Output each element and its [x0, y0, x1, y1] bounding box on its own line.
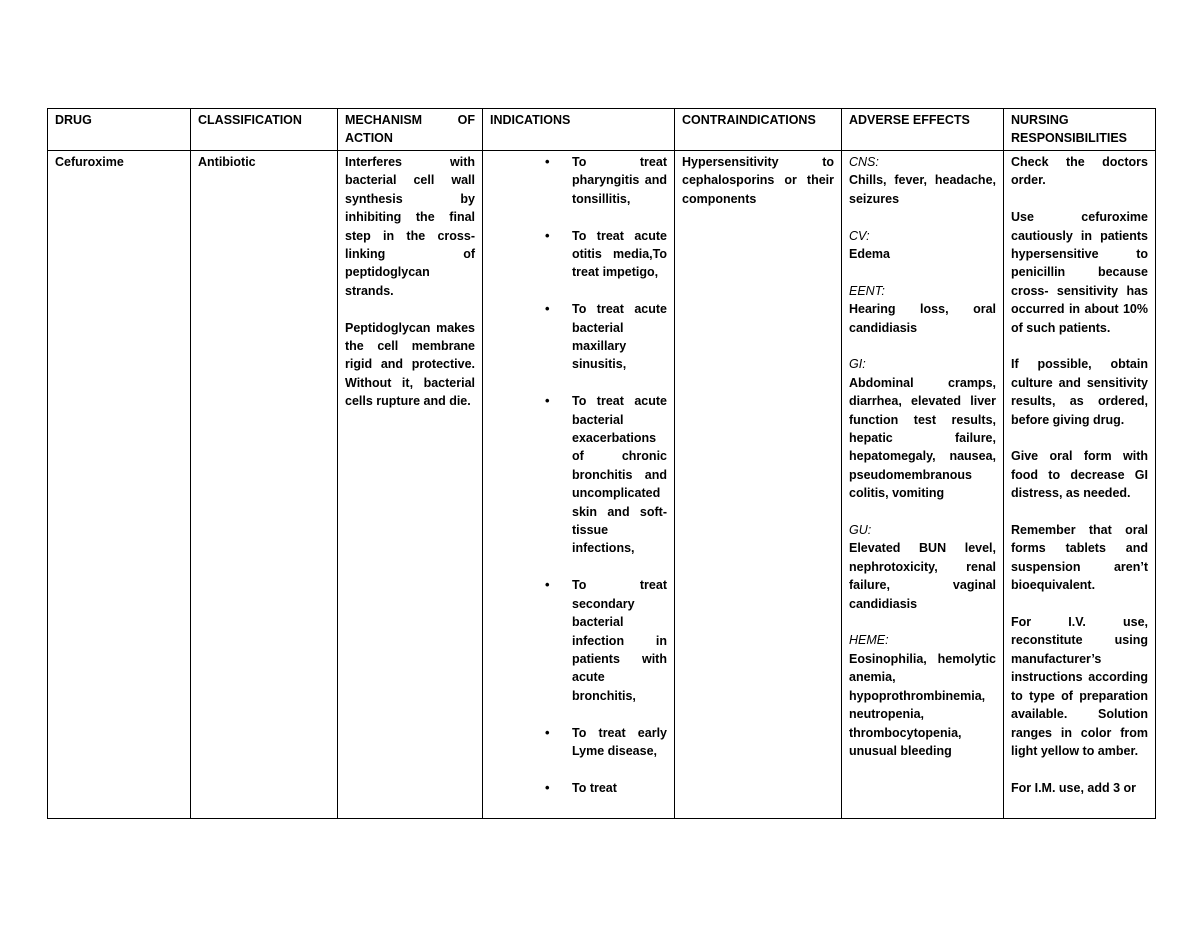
header-adverse-effects: ADVERSE EFFECTS [842, 109, 1004, 151]
list-item [490, 227, 667, 282]
indication-text: To treat acute otitis media,To treat impetigo, [572, 228, 667, 280]
effects-text: Eosinophilia, hemolytic anemia, hypoprothrombinemia, neutropenia, thrombocytopenia, unusual bleeding [849, 651, 996, 758]
adverse-effect-group [849, 631, 996, 760]
nursing-paragraph: For I.V. use, reconstitute using manufacturer’s instructions according to type of preparation available. Solution ranges in color from light yellow to amber. [1011, 615, 1148, 758]
mechanism-paragraph: Interferes with bacterial cell wall synthesis by inhibiting the final step in the cross-linking of peptidoglycan strands. [345, 155, 475, 298]
adverse-effects-cell [842, 151, 1004, 819]
bullet-icon: • [545, 724, 550, 740]
nursing-paragraph: For I.M. use, add 3 or [1011, 780, 1137, 795]
drug-cell [48, 151, 191, 819]
bullet-icon: • [545, 227, 550, 243]
nursing-paragraph: Check the doctors order. [1011, 155, 1148, 188]
indication-text: To treat acute bacterial maxillary sinusitis, [572, 302, 667, 372]
bullet-icon: • [545, 577, 550, 593]
adverse-effect-group [849, 355, 996, 502]
system-label: GI: [849, 357, 866, 372]
indication-text: To treat acute bacterial exacerbations of chronic bronchitis and uncomplicated skin and soft-tissue infections, [572, 394, 667, 556]
header-mechanism: MECHANISM OF ACTION [338, 109, 483, 151]
indication-text: To treat early Lyme disease, [572, 725, 667, 758]
bullet-icon: • [545, 393, 550, 409]
system-label: CNS: [849, 155, 879, 169]
system-label: EENT: [849, 283, 885, 298]
list-item [490, 724, 667, 761]
list-item [490, 779, 667, 797]
mechanism-cell [338, 151, 483, 819]
effects-text: Elevated BUN level, nephrotoxicity, renal failure, vaginal candidiasis [849, 541, 996, 611]
indications-cell [483, 151, 675, 819]
bullet-icon: • [545, 154, 550, 169]
system-label: CV: [849, 228, 870, 243]
drug-name: Cefuroxime [55, 155, 124, 169]
table-row [48, 151, 1156, 819]
nursing-paragraph: Give oral form with food to decrease GI distress, as needed. [1011, 449, 1148, 501]
adverse-effect-group [849, 227, 996, 264]
header-nursing-responsibilities: NURSING RESPONSIBILITIES [1004, 109, 1156, 151]
header-contraindications: CONTRAINDICATIONS [675, 109, 842, 151]
adverse-effect-group [849, 282, 996, 337]
list-item [490, 300, 667, 374]
effects-text: Hearing loss, oral candidiasis [849, 302, 996, 335]
indication-text: To treat secondary bacterial infection in patients with acute bronchitis, [572, 578, 667, 703]
nursing-paragraph: Remember that oral forms tablets and suspension aren’t bioequivalent. [1011, 523, 1148, 593]
effects-text: Abdominal cramps, diarrhea, elevated liver function test results, hepatic failure, hepatomegaly, nausea, pseudomembranous colitis, vomiting [849, 375, 996, 501]
table-header-row [48, 109, 1156, 151]
mechanism-paragraph: Peptidoglycan makes the cell membrane rigid and protective. Without it, bacterial cells rupture and die. [345, 320, 475, 409]
effects-text: Edema [849, 247, 890, 262]
nursing-paragraph: Use cefuroxime cautiously in patients hypersensitive to penicillin because cross- sensitivity has occurred in about 10% of such patients. [1011, 210, 1148, 335]
contraindications-text: Hypersensitivity to cephalosporins or their components [682, 155, 834, 206]
contraindications-cell [675, 151, 842, 819]
classification-cell [191, 151, 338, 819]
nursing-cell [1004, 151, 1156, 819]
list-item [490, 392, 667, 558]
list-item [490, 153, 667, 208]
indication-text: To treat [572, 780, 617, 795]
bullet-icon: • [545, 779, 550, 795]
header-drug: DRUG [48, 109, 191, 151]
system-label: HEME: [849, 633, 889, 648]
bullet-icon: • [545, 301, 550, 317]
indication-text: To treat pharyngitis and tonsillitis, [572, 155, 667, 206]
header-indications: INDICATIONS [483, 109, 675, 151]
list-item [490, 576, 667, 705]
classification-value: Antibiotic [198, 155, 256, 169]
adverse-effect-group [849, 521, 996, 613]
adverse-effect-group [849, 153, 996, 208]
drug-study-table [47, 108, 1156, 819]
nursing-paragraph: If possible, obtain culture and sensitivity results, as ordered, before giving drug. [1011, 357, 1148, 427]
indications-list [490, 153, 667, 797]
system-label: GU: [849, 523, 872, 538]
effects-text: Chills, fever, headache, seizures [849, 173, 996, 206]
header-classification: CLASSIFICATION [191, 109, 338, 151]
